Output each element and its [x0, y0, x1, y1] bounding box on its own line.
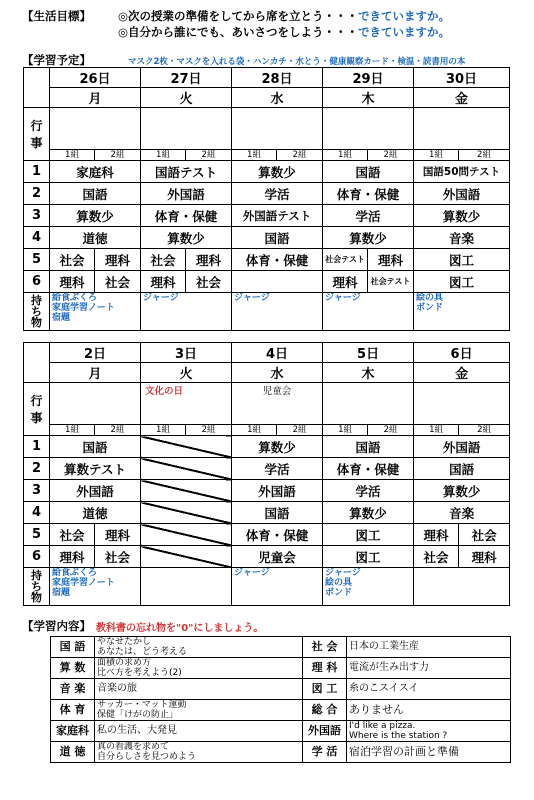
w2-p1-thu: 国語: [323, 436, 414, 458]
w1-p4-wed: 国語: [232, 227, 323, 249]
w2-p6-thu: 図工: [323, 546, 414, 568]
w1-p5-thu-g1: 社会テスト: [323, 249, 368, 271]
w1-p5-wed: 体育・保健: [232, 249, 323, 271]
w2-p5-mon-g2: 理科: [95, 524, 141, 546]
group2-label: 2組: [95, 150, 141, 161]
subject-name: 道 徳: [51, 742, 95, 763]
corner-cell: [24, 343, 50, 383]
items-row-label: 持 ち 物: [24, 293, 50, 331]
w2-p1-fri: 外国語: [414, 436, 510, 458]
w2-p6-tue-holiday: [141, 546, 232, 568]
group1-label: 1組: [414, 425, 459, 436]
w2-p4-thu: 算数少: [323, 502, 414, 524]
group1-label: 1組: [50, 425, 95, 436]
group1-label: 1組: [232, 150, 277, 161]
w1-items-mon: 給食ぶくろ 家庭学習ノート 宿題: [50, 293, 141, 331]
w2-p6-mon-g2: 社会: [95, 546, 141, 568]
w1-day-mon: 月: [50, 88, 141, 108]
w1-date-mon: 26日: [50, 68, 141, 88]
w1-items-wed: ジャージ: [232, 293, 323, 331]
group2-label: 2組: [277, 150, 323, 161]
w1-p6-tue-g1: 理科: [141, 271, 186, 293]
subject-content: やなせたかし あなたは、どう考える: [95, 637, 303, 658]
w2-p2-mon: 算数テスト: [50, 458, 141, 480]
w1-p3-thu: 学活: [323, 205, 414, 227]
w1-p2-thu: 体育・保健: [323, 183, 414, 205]
w1-p3-mon: 算数少: [50, 205, 141, 227]
w2-p5-mon-g1: 社会: [50, 524, 95, 546]
period-number: 3: [24, 480, 50, 502]
w1-p6-mon-g1: 理科: [50, 271, 95, 293]
w1-event-thu: [323, 108, 414, 150]
w2-p3-tue-holiday: [141, 480, 232, 502]
w2-p2-fri: 国語: [414, 458, 510, 480]
period-number: 4: [24, 502, 50, 524]
w2-day-tue: 火: [141, 363, 232, 383]
w1-p6-fri: 図工: [414, 271, 510, 293]
w2-p5-tue-holiday: [141, 524, 232, 546]
w1-p3-wed: 外国語テスト: [232, 205, 323, 227]
w2-p6-fri-g2: 理科: [459, 546, 510, 568]
group1-label: 1組: [414, 150, 459, 161]
supplies-notice: マスク2枚・マスクを入れる袋・ハンカチ・水とう・健康観察カード・検温・読書用の本: [128, 57, 466, 67]
items-row-label: 持 ち 物: [24, 568, 50, 606]
subject-name: 国 語: [51, 637, 95, 658]
w2-date-mon: 2日: [50, 343, 141, 363]
subject-name: 家庭科: [51, 721, 95, 742]
corner-cell: [24, 68, 50, 108]
w1-p5-mon-g2: 理科: [95, 249, 141, 271]
subject-name: 算 数: [51, 658, 95, 679]
goal-2-check: できていますか。: [358, 25, 451, 39]
w1-date-thu: 29日: [323, 68, 414, 88]
w1-p4-thu: 算数少: [323, 227, 414, 249]
subject-name: 体 育: [51, 700, 95, 721]
w1-p1-wed: 算数少: [232, 161, 323, 183]
w2-p2-wed: 学活: [232, 458, 323, 480]
period-number: 6: [24, 546, 50, 568]
subject-content: サッカー・マット運動 保健「けがの防止」: [95, 700, 303, 721]
w1-p3-tue: 体育・保健: [141, 205, 232, 227]
w1-p5-tue-g1: 社会: [141, 249, 186, 271]
w1-event-tue: [141, 108, 232, 150]
subject-name: 外国語: [303, 721, 347, 742]
w1-p5-thu-g2: 理科: [368, 249, 414, 271]
subject-name: 学 活: [303, 742, 347, 763]
w1-p1-thu: 国語: [323, 161, 414, 183]
w2-p6-fri-g1: 社会: [414, 546, 459, 568]
period-number: 1: [24, 436, 50, 458]
w2-date-thu: 5日: [323, 343, 414, 363]
period-number: 5: [24, 524, 50, 546]
period-number: 1: [24, 161, 50, 183]
w2-p1-mon: 国語: [50, 436, 141, 458]
w1-p6-wed: [232, 271, 323, 293]
group1-label: 1組: [232, 425, 277, 436]
subject-content: 糸のこスイスイ: [347, 679, 511, 700]
week2-timetable: [23, 342, 510, 606]
w2-p6-wed: 児童会: [232, 546, 323, 568]
w1-p6-mon-g2: 社会: [95, 271, 141, 293]
w1-items-tue: ジャージ: [141, 293, 232, 331]
group1-label: 1組: [323, 150, 368, 161]
w2-p5-fri-g2: 社会: [459, 524, 510, 546]
w1-event-wed: [232, 108, 323, 150]
subject-name: 総 合: [303, 700, 347, 721]
subject-name: 図 工: [303, 679, 347, 700]
event-label: 児童会: [262, 386, 292, 397]
week1-timetable: [23, 67, 510, 331]
subject-content: 電流が生み出す力: [347, 658, 511, 679]
w1-day-thu: 木: [323, 88, 414, 108]
w1-p4-tue: 算数少: [141, 227, 232, 249]
w2-items-fri: [414, 568, 510, 606]
goal-1: ◎次の授業の準備をしてから席を立とう・・・: [118, 9, 359, 23]
content-notice: 教科書の忘れ物を"0"にしましょう。: [96, 623, 264, 634]
group1-label: 1組: [141, 425, 186, 436]
w2-event-wed: [232, 383, 323, 425]
w2-p1-wed: 算数少: [232, 436, 323, 458]
w1-items-thu: ジャージ: [323, 293, 414, 331]
w1-p2-tue: 外国語: [141, 183, 232, 205]
subject-content: 私の生活、大発見: [95, 721, 303, 742]
w2-p3-fri: 算数少: [414, 480, 510, 502]
w2-items-wed: ジャージ: [232, 568, 323, 606]
w2-p5-thu: 図工: [323, 524, 414, 546]
group1-label: 1組: [323, 425, 368, 436]
w2-p1-tue-holiday: [141, 436, 232, 458]
w2-event-fri: [414, 383, 510, 425]
w2-day-fri: 金: [414, 363, 510, 383]
w1-p5-fri: 図工: [414, 249, 510, 271]
w2-event-tue: [141, 383, 232, 425]
w1-p5-tue-g2: 理科: [186, 249, 232, 271]
w1-p6-thu-g2: 社会テスト: [368, 271, 414, 293]
goal-1-check: できていますか。: [358, 9, 451, 23]
schedule-heading: 【学習予定】: [22, 53, 91, 67]
period-number: 6: [24, 271, 50, 293]
life-goals: [22, 8, 522, 40]
w2-event-mon: [50, 383, 141, 425]
period-number: 3: [24, 205, 50, 227]
group1-label: 1組: [141, 150, 186, 161]
w1-day-fri: 金: [414, 88, 510, 108]
w1-day-wed: 水: [232, 88, 323, 108]
period-number: 2: [24, 458, 50, 480]
w2-p4-fri: 音楽: [414, 502, 510, 524]
w1-p6-tue-g2: 社会: [186, 271, 232, 293]
w2-p4-mon: 道徳: [50, 502, 141, 524]
period-number: 4: [24, 227, 50, 249]
period-number: 2: [24, 183, 50, 205]
goals-label: 【生活目標】: [22, 9, 91, 23]
w2-event-thu: [323, 383, 414, 425]
w2-p4-wed: 国語: [232, 502, 323, 524]
learning-content-table: [50, 636, 511, 763]
w1-p5-mon-g1: 社会: [50, 249, 95, 271]
w1-day-tue: 火: [141, 88, 232, 108]
w1-p2-fri: 外国語: [414, 183, 510, 205]
w2-items-thu: ジャージ 絵の具 ボンド: [323, 568, 414, 606]
w1-p1-mon: 家庭科: [50, 161, 141, 183]
w1-date-tue: 27日: [141, 68, 232, 88]
group2-label: 2組: [95, 425, 141, 436]
subject-name: 理 科: [303, 658, 347, 679]
w1-p1-fri: 国語50問テスト: [414, 161, 510, 183]
w2-day-mon: 月: [50, 363, 141, 383]
holiday-label: 文化の日: [145, 386, 184, 397]
subject-content: 宿泊学習の計画と準備: [347, 742, 511, 763]
w1-p3-fri: 算数少: [414, 205, 510, 227]
group2-label: 2組: [186, 150, 232, 161]
w2-p3-mon: 外国語: [50, 480, 141, 502]
w2-day-thu: 木: [323, 363, 414, 383]
group2-label: 2組: [368, 425, 414, 436]
w1-p2-wed: 学活: [232, 183, 323, 205]
period-number: 5: [24, 249, 50, 271]
w1-date-fri: 30日: [414, 68, 510, 88]
w1-date-wed: 28日: [232, 68, 323, 88]
w2-items-tue: [141, 568, 232, 606]
w2-p6-mon-g1: 理科: [50, 546, 95, 568]
group2-label: 2組: [368, 150, 414, 161]
w2-p5-fri-g1: 理科: [414, 524, 459, 546]
subject-content: 音楽の旅: [95, 679, 303, 700]
group2-label: 2組: [186, 425, 232, 436]
subject-content: 日本の工業生産: [347, 637, 511, 658]
w2-date-fri: 6日: [414, 343, 510, 363]
w1-p4-fri: 音楽: [414, 227, 510, 249]
subject-content: 真の看護を求めて 自分らしさを見つめよう: [95, 742, 303, 763]
subject-content: 面積の求め方 比べ方を考えよう(2): [95, 658, 303, 679]
w1-event-fri: [414, 108, 510, 150]
subject-name: 音 楽: [51, 679, 95, 700]
w2-items-mon: 給食ぶくろ 家庭学習ノート 宿題: [50, 568, 141, 606]
content-heading: 【学習内容】: [22, 619, 91, 633]
subject-content: ありません: [347, 700, 511, 721]
w1-p1-tue: 国語テスト: [141, 161, 232, 183]
w1-items-fri: 絵の具 ボンド: [414, 293, 510, 331]
group2-label: 2組: [277, 425, 323, 436]
w2-p3-wed: 外国語: [232, 480, 323, 502]
subject-content: I'd like a pizza. Where is the station ?: [347, 721, 511, 742]
w2-p5-wed: 体育・保健: [232, 524, 323, 546]
w1-p2-mon: 国語: [50, 183, 141, 205]
event-row-label: 行 事: [24, 108, 50, 161]
group2-label: 2組: [459, 150, 510, 161]
w2-p2-tue-holiday: [141, 458, 232, 480]
w2-date-wed: 4日: [232, 343, 323, 363]
w2-p2-thu: 体育・保健: [323, 458, 414, 480]
goal-2: ◎自分から誰にでも、あいさつをしよう・・・: [118, 25, 359, 39]
w2-day-wed: 水: [232, 363, 323, 383]
w1-p4-mon: 道徳: [50, 227, 141, 249]
w1-event-mon: [50, 108, 141, 150]
w1-p6-thu-g1: 理科: [323, 271, 368, 293]
w2-p4-tue-holiday: [141, 502, 232, 524]
w2-date-tue: 3日: [141, 343, 232, 363]
subject-name: 社 会: [303, 637, 347, 658]
w2-p3-thu: 学活: [323, 480, 414, 502]
group1-label: 1組: [50, 150, 95, 161]
event-row-label: 行 事: [24, 383, 50, 436]
group2-label: 2組: [459, 425, 510, 436]
